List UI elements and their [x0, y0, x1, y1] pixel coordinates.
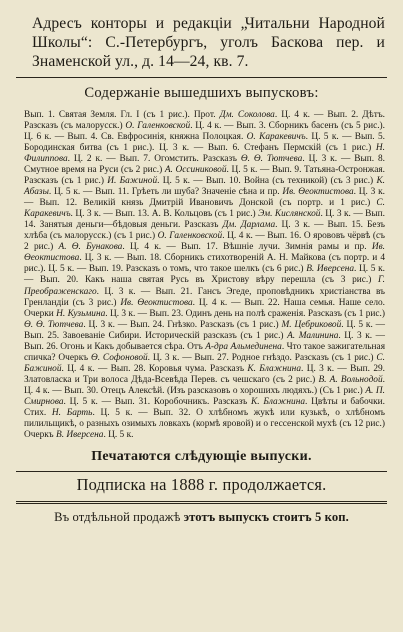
- issue-author: Ив. Ѳеоктистова: [120, 297, 193, 308]
- price-prefix: Въ отдѣльной продажѣ: [54, 509, 184, 524]
- issue-author: Н. Барть: [51, 407, 93, 418]
- issue-author: И. Бажиной: [107, 176, 158, 187]
- issue-author: Эм. Кислянской: [258, 209, 321, 220]
- price-value: этотъ выпускъ стоитъ 5 коп.: [183, 509, 349, 524]
- issue-author: К. Блажнина: [250, 396, 305, 407]
- issue-author: Ѳ. Ѳ. Тютчева: [24, 319, 84, 330]
- issue-details: . Ц. 3 к. — Вып. 13. А. В. Кольцовъ (съ 1 рис.): [70, 209, 259, 220]
- issue-details: . Ц. 5 к. — Вып. 31. Коробочникъ. Разсказъ: [63, 396, 251, 407]
- issue-author: О. Галенковской: [157, 231, 223, 242]
- publisher-address: Адресъ конторы и редакціи „Читальни Народной Школы“: С.-Петербургъ, уголъ Баскова пер. и Знаменской ул., д. 14—24, кв. 7.: [32, 15, 385, 70]
- divider-top: [16, 77, 387, 78]
- issue-details: . Ц. 3 к. — Вып. 14. Занятыя деньги—бѣдовыя деньги. Разсказъ: [24, 209, 386, 231]
- issue-author: Дм. Дарлама: [222, 220, 276, 231]
- issue-details: . Ц. 4 к. — Вып. 16. О ярововъ чёрвѣ (съ 2 рис.): [24, 231, 386, 253]
- issue-text: Вып. 1. Святая Земля. Гл. I (съ 1 рис.). Прот.: [24, 110, 220, 120]
- issue-details: . Ц. 4 к. — Вып. 17. Вѣшніе лучи. Зимнія рамы и пр.: [122, 242, 372, 253]
- issue-details: . Ц. 5 к. — Вып. 5. Бородинская битва (съ 1 рис.). Ц. 3 к. — Вып. 6. Стефанъ Пермскій (съ 1 рис.): [24, 132, 385, 154]
- issue-details: . Ц. 4 к. — Вып. 2. Дѣтъ. Разсказъ (съ малорусск.): [24, 110, 386, 132]
- issue-author: А. Малинина: [287, 330, 339, 341]
- issue-details: . Ц. 3 к. — Вып. 12. Великій князь Дмитрій Ивановичъ Донской (съ портр. и 1 рис.): [24, 187, 385, 209]
- issue-details: . Ц. 4 к. — Вып. 3. Сборникъ басенъ (съ 5 рис.). Ц. 6 к. — Вып. 4. Св. Евфросинія, княжна Полоцкая.: [24, 121, 385, 143]
- issue-author: Ив. Ѳеоктистова: [24, 242, 385, 264]
- issue-details: . Что такое зажигательная спичка? Очеркъ: [24, 341, 386, 363]
- issue-details: . Ц. 3 к. — Вып. 26. Огонь и Какъ добывается сѣра. Отъ: [24, 330, 385, 352]
- issue-author: А. П. Смирнова: [24, 385, 385, 407]
- divider-middle: [16, 471, 387, 472]
- price-notice: [14, 510, 389, 525]
- issue-details: . Ц. 4 к. — Вып. 28. Коровья чума. Разсказъ: [61, 363, 248, 374]
- issue-details: . Ц. 3 к. — Вып. 29. Златовласка и Три волоса Дѣда-Всевѣда Перев. съ чешскаго (съ 2 рис.): [24, 363, 386, 385]
- issue-author: О. Галенковской: [125, 121, 191, 132]
- issue-author: С. Каракевичъ: [24, 198, 385, 220]
- issue-details: . Ц. 4 к. — Вып. 30. Отецъ Алексѣй. (Изъ разсказовъ о хорошихъ людяхъ.) (Съ 1 рис.): [24, 374, 385, 396]
- issue-author: М. Цебриковой: [281, 319, 342, 330]
- issue-author: А-дра Альмединена: [205, 341, 282, 352]
- issue-details: . Ц. 5 к. — Вып. 9. Татьяна-Остронжая. Разсказъ (съ 1 рис.): [24, 165, 385, 187]
- issue-author: К. Абазы: [24, 176, 385, 198]
- upcoming-notice: Печатаются слѣдующіе выпуски.: [91, 448, 312, 464]
- issue-author: А. Оссиниковой: [164, 165, 227, 176]
- issue-author: Н. Кузьмина: [56, 308, 106, 319]
- issue-details: . Ц. 3 к. — Вып. 27. Родное гнѣздо. Разсказъ (съ 1 рис.): [147, 352, 377, 363]
- issue-author: Ѳ. Софоновой: [90, 352, 148, 363]
- issue-details: . Ц. 2 к. — Вып. 7. Огомстить. Разсказъ: [67, 154, 241, 165]
- issue-details: . Ц. 3 к. — Вып. 21. Гансъ Эгеде, проповѣдникъ христіанства въ Гренландіи (съ 3 рис.): [24, 286, 385, 308]
- issue-details: . Ц. 5 к.: [103, 429, 134, 440]
- issues-list: [14, 110, 389, 441]
- issue-details: . Ц. 3 к. — Вып. 23. Одинъ день на полѣ сраженія. Разсказъ (съ 1 рис.): [105, 308, 385, 319]
- issue-author: В. Иверсена: [306, 264, 355, 275]
- issue-author: В. Иверсена: [55, 429, 104, 440]
- issue-author: О. Каракевичъ: [246, 132, 306, 143]
- issue-details: . Ц. 5 к. — Вып. 25. Завоеваніе Сибири. Историческій разсказъ (съ 1 рис.): [24, 319, 386, 341]
- issue-author: Ѳ. Ѳ. Тютчева: [240, 154, 303, 165]
- issue-author: Г. Преображенскаго: [24, 275, 385, 297]
- issue-details: . Ц. 3 к. — Вып. 15. Безъ хлѣба (съ малорусск.) (съ 1 рис.): [24, 220, 385, 242]
- divider-double: [16, 501, 387, 504]
- issue-details: . Ц. 5 к. — Вып. 11. Грѣеть ли шуба? Значеніе сѣна и пр.: [48, 187, 283, 198]
- issue-details: . Ц. 3 к. — Вып. 24. Гнѣзко. Разсказъ (съ 1 рис.): [83, 319, 282, 330]
- issue-author: Н. Филиппова: [24, 143, 385, 165]
- issue-author: А. Ѳ. Бунакова: [58, 242, 123, 253]
- issue-author: Дм. Соколова: [219, 110, 275, 120]
- issue-author: Ив. Ѳеоктистова: [282, 187, 354, 198]
- issue-author: В. А. Вольнодой: [318, 374, 383, 385]
- issue-details: . Ц. 5 к. — Вып. 10. Война (съ техникой) (съ 3 рис.): [157, 176, 377, 187]
- contents-title: Содержаніе вышедшихъ выпусковъ:: [84, 85, 319, 101]
- issue-details: . Ц. 3 к. — Вып. 8. Смутное время на Руси (съ 2 рис.): [24, 154, 385, 176]
- subscription-notice: Подписка на 1888 г. продолжается.: [76, 474, 327, 494]
- issue-author: К. Блажнина: [247, 363, 301, 374]
- issue-details: . Ц. 5 к. — Вып. 32. О хлѣбномъ жукѣ или кузькѣ, о хлѣбномъ пилильщикѣ, о разныхъ озимыхъ ловкахъ (кормѣ яровой) и о гессенской мухѣ (съ 12 рис.) Очеркъ: [24, 407, 385, 440]
- issue-details: . Ц. 5 к. — Вып. 20. Какъ наша святая Русь въ Христову вѣру перешла (съ 3 рис.): [24, 264, 386, 286]
- issue-details: . Ц. 4 к. — Вып. 22. Наша семья. Наше село. Очерки: [24, 297, 385, 319]
- issue-details: . Ц. 3 к. — Вып. 18. Сборникъ стихотвореній А. Н. Майкова (съ портр. и 4 рис.). Ц. 5 к. — Вып. 19. Разсказъ о томъ, что такое шелкъ (съ 6 рис.): [24, 253, 385, 275]
- issue-details: . Цвѣты и бабочки. Стих.: [24, 396, 385, 418]
- issue-author: С. Бажиной: [24, 352, 385, 374]
